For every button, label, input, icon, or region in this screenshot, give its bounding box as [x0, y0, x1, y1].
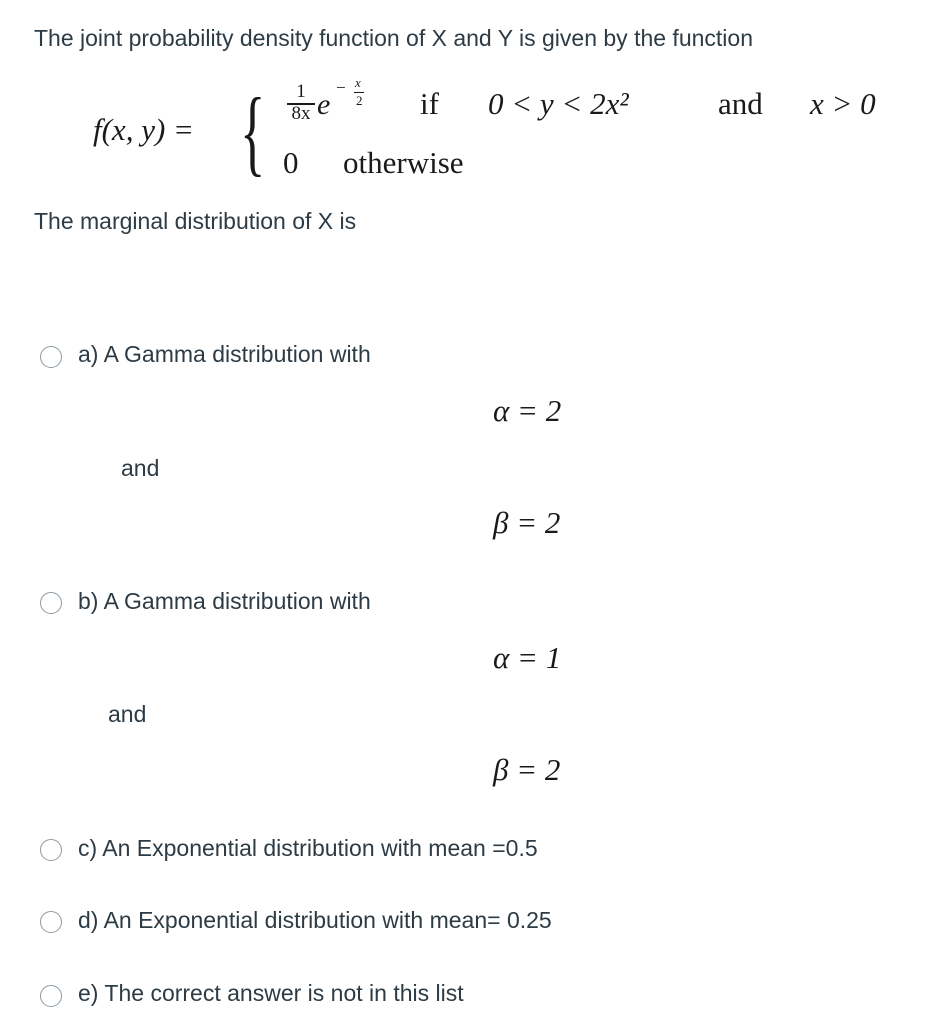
condition-range: 0 < y < 2x²: [488, 86, 629, 121]
condition-x-positive: x > 0: [810, 86, 876, 121]
question-intro: The joint probability density function of X and Y is given by the function: [34, 25, 753, 51]
exponent-denominator: 2: [356, 93, 363, 108]
exponent-numerator: x: [355, 75, 361, 90]
option-e-label[interactable]: e) The correct answer is not in this list: [78, 980, 464, 1006]
option-b-beta: β = 2: [493, 752, 561, 787]
option-b-radio[interactable]: [40, 592, 62, 614]
exponent-sign: −: [336, 78, 346, 97]
fraction-denominator: 8x: [291, 103, 311, 124]
marginal-prompt: The marginal distribution of X is: [34, 208, 357, 234]
option-c-radio[interactable]: [40, 839, 62, 861]
option-b-and: and: [108, 701, 147, 727]
option-c-label[interactable]: c) An Exponential distribution with mean =0.5: [78, 835, 538, 861]
option-d-label[interactable]: d) An Exponential distribution with mean= 0.25: [78, 907, 552, 933]
formula-lhs: f(x, y) =: [93, 112, 194, 147]
option-b-alpha: α = 1: [493, 640, 562, 675]
option-b-label[interactable]: b) A Gamma distribution with: [78, 588, 371, 614]
fraction-numerator: 1: [296, 81, 306, 102]
condition-and: and: [718, 86, 763, 121]
option-d-radio[interactable]: [40, 911, 62, 933]
option-e-radio[interactable]: [40, 985, 62, 1007]
option-a-label[interactable]: a) A Gamma distribution with: [78, 341, 371, 367]
case2-value: 0: [283, 145, 299, 180]
formula-brace: {: [240, 78, 266, 185]
condition-if: if: [420, 86, 439, 121]
exponential-base: e: [317, 88, 331, 121]
option-a-and: and: [121, 455, 160, 481]
option-a-alpha: α = 2: [493, 393, 562, 428]
case2-otherwise: otherwise: [343, 145, 464, 180]
option-a-radio[interactable]: [40, 346, 62, 368]
option-a-beta: β = 2: [493, 505, 561, 540]
